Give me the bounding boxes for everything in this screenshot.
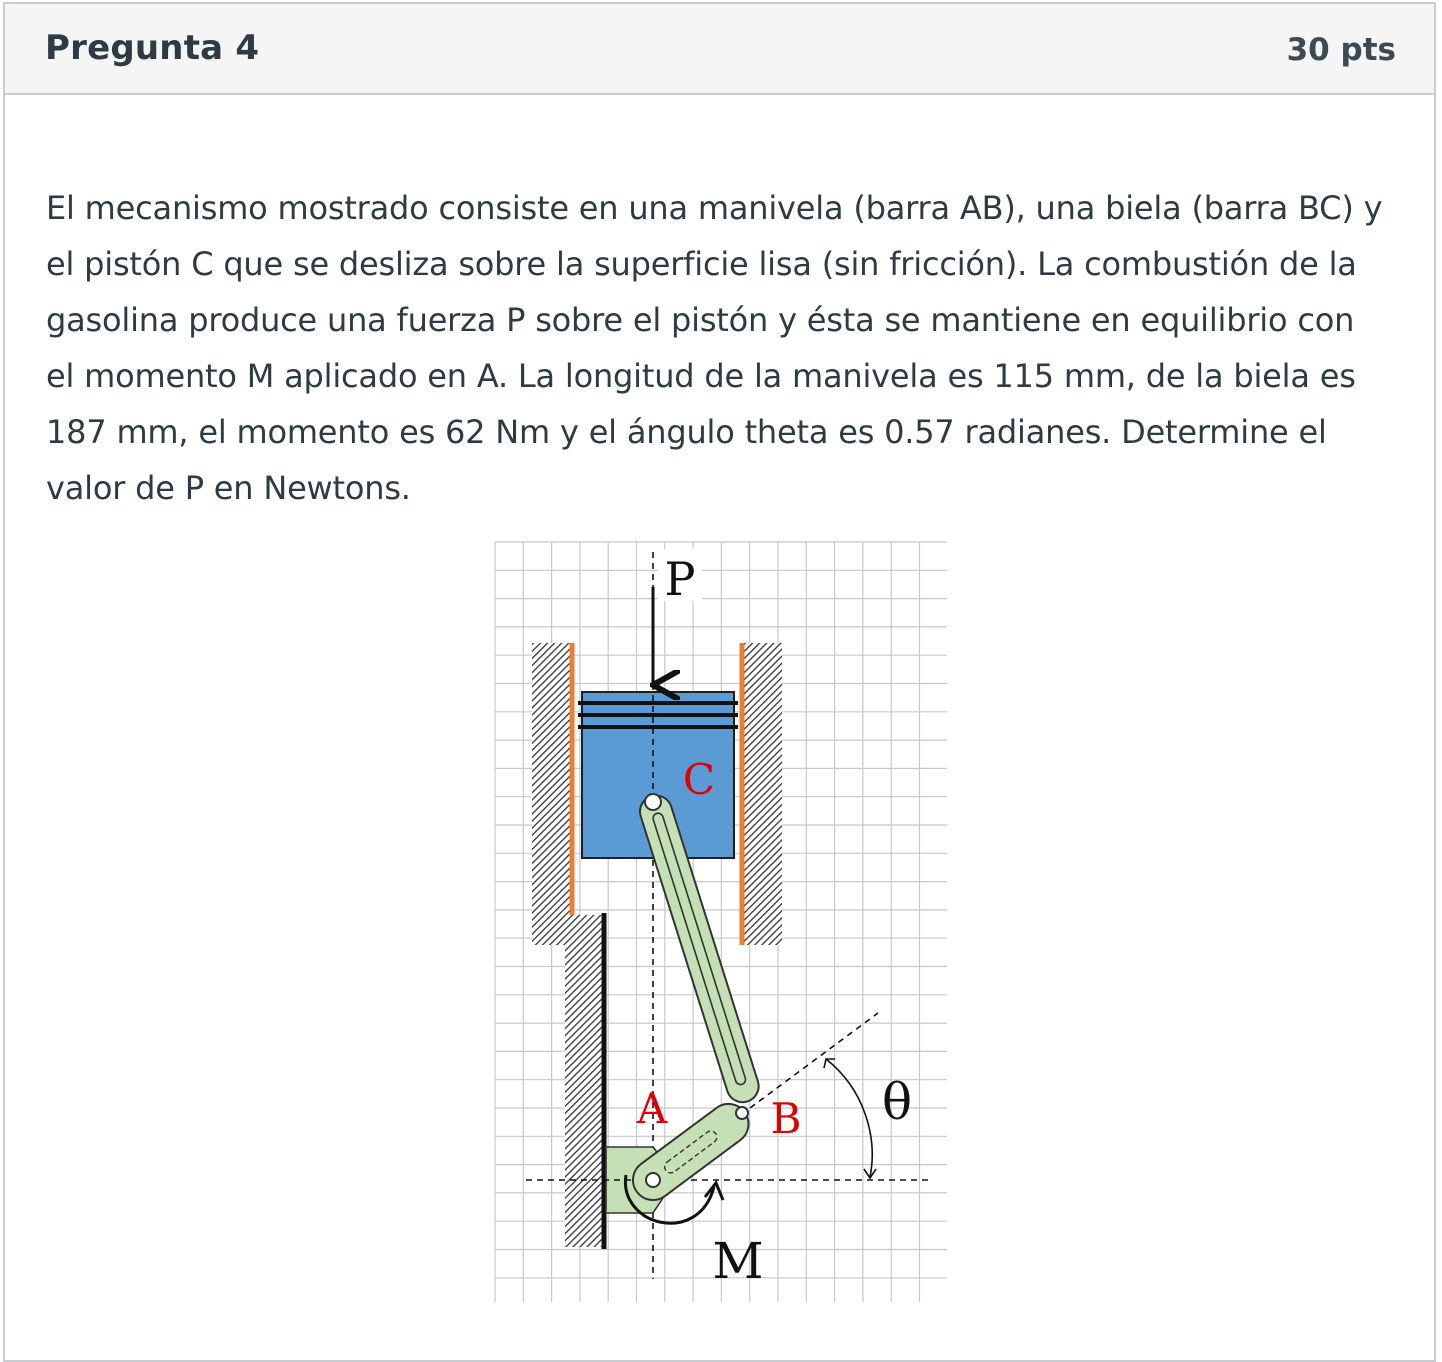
- angle-arrowhead-top: [824, 1059, 835, 1068]
- mechanism-figure: [490, 537, 950, 1307]
- question-text-line: valor de P en Newtons.: [46, 469, 411, 507]
- label-b: B: [770, 1094, 802, 1143]
- left-cylinder-wall: [532, 643, 570, 945]
- question-text-line: el momento M aplicado en A. La longitud de la manivela es 115 mm, de la biela es: [46, 357, 1356, 395]
- question-text-line: 187 mm, el momento es 62 Nm y el ángulo theta es 0.57 radianes. Determine el: [46, 413, 1327, 451]
- label-a: A: [636, 1084, 668, 1133]
- ground-support-hatch: [565, 915, 603, 1247]
- question-header: [5, 4, 1434, 95]
- pin-a: [646, 1173, 660, 1187]
- question-text-line: gasolina produce una fuerza P sobre el pistón y ésta se mantiene en equilibrio con: [46, 301, 1355, 339]
- force-label: P: [664, 552, 696, 606]
- mechanism-diagram: [490, 537, 950, 1307]
- pin-b: [736, 1107, 748, 1119]
- question-text: [46, 180, 1406, 516]
- question-text-line: el pistón C que se desliza sobre la superficie lisa (sin fricción). La combustión de la: [46, 245, 1357, 283]
- angle-arc: [826, 1059, 872, 1177]
- label-theta: θ: [881, 1073, 913, 1131]
- label-c: C: [682, 755, 716, 804]
- question-points: 30 pts: [1286, 32, 1396, 68]
- right-cylinder-wall: [744, 643, 782, 945]
- question-text-line: El mecanismo mostrado consiste en una manivela (barra AB), una biela (barra BC) y: [46, 189, 1383, 227]
- pin-c: [645, 794, 661, 810]
- label-m: M: [712, 1232, 764, 1290]
- question-title: Pregunta 4: [45, 28, 260, 68]
